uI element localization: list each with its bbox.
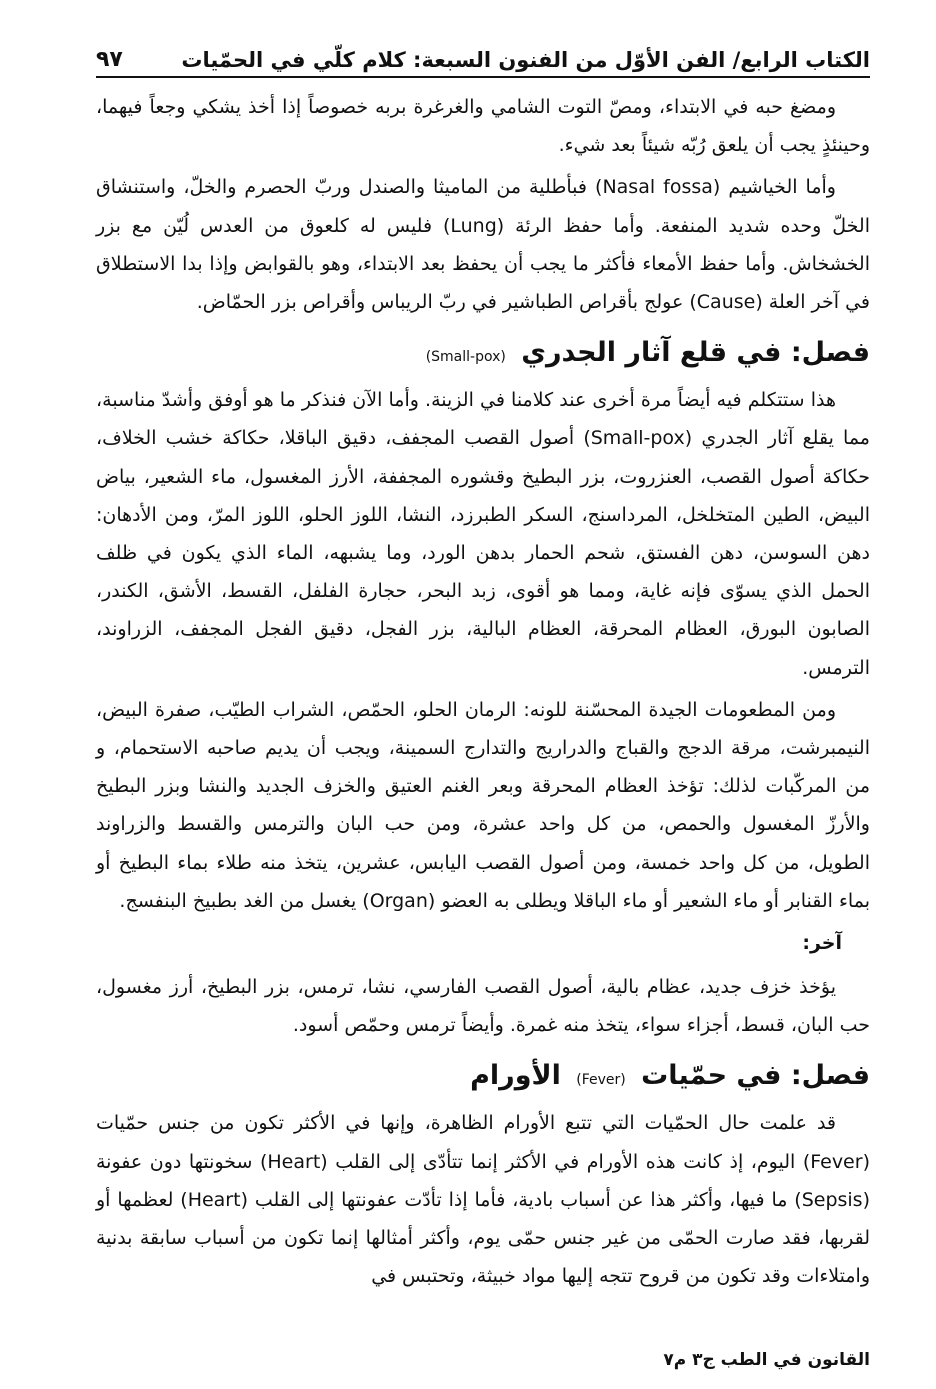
page-footer: القانون في الطب ج٣ م٧ [663,1350,870,1370]
running-header [96,30,870,72]
section-heading-latin: (Fever) [576,1072,626,1089]
section-heading-fever [96,1052,870,1104]
subheading-other: آخر: [802,932,842,955]
header-title: الكتاب الرابع/ الفن الأوّل من الفنون السبعة: كلام كلّي في الحمّيات [181,48,870,72]
header-rule [96,76,870,78]
paragraph: قد علمت حال الحمّيات التي تتبع الأورام الظاهرة، وإنها في الأكثر تكون من جنس حمّيات (Fever) اليوم، إذ كانت هذه الأورام في الأكثر إنما تتأدّى إلى القلب (Heart) سخونتها دون عفونة (Sepsis) ما فيها، وأكثر هذا عن أسباب بادية، فأما إذا تأدّت عفونتها إلى القلب (Heart) لعظمها أو لقربها، فقد صارت الحمّى من غير جنس حمّى يوم، وأكثر أمثالها إنما تكون من أسباب سابقة بدنية وامتلاءات وقد تكون من قروح تتجه إليها مواد خبيثة، وتحتبس في [96,1112,870,1288]
paragraph: ومضغ حبه في الابتداء، ومصّ التوت الشامي والغرغرة بربه خصوصاً إذا أخذ يشكي وجعاً فيهما، وحينئذٍ يجب أن يلعق رُبّه شيئاً بعد شيء. [96,96,870,157]
section-heading-text: فصل: في حمّيات [641,1060,870,1092]
section-heading-text-end: الأورام [470,1060,561,1092]
section-heading-smallpox [96,329,870,381]
paragraph: ومن المطعومات الجيدة المحسّنة للونه: الرمان الحلو، الحمّص، الشراب الطيّب، صفرة البيض، النيمبرشت، مرقة الدجج والقباج والدراريج والتدارج السمينة، ويجب أن يديم صاحبه الاستحمام، و من المركّبات لذلك: تؤخذ العظام المحرقة وبعر الغنم العتيق والخزف الجديد والنشا وبزر البطيخ والأرزّ المغسول والحمص، من كل واحد عشرة، ومن حب البان والترمس والقسط والزراوند الطويل، من كل واحد خمسة، ومن أصول القصب اليابس، عشرين، يتخذ منه طلاء بماء البطيخ أو بماء القنابر أو ماء الشعير أو ماء الباقلا ويطلى به العضو (Organ) يغسل من الغد بطبيخ البنفسج. [96,698,870,912]
paragraph: يؤخذ خزف جديد، عظام بالية، أصول القصب الفارسي، نشا، ترمس، بزر البطيخ، أرز مغسول، حب البان، قسط، أجزاء سواء، يتخذ منه غمرة. وأيضاً ترمس وحمّص أسود. [96,976,870,1037]
page-body [96,88,870,1299]
page-number: ٩٧ [96,47,123,72]
paragraph: هذا ستتكلم فيه أيضاً مرة أخرى عند كلامنا في الزينة. وأما الآن فنذكر ما هو أوفق وأشدّ مناسبة، مما يقلع آثار الجدري (Small-pox) أصول القصب المجفف، دقيق الباقلا، حكاكة خشب الخلاف، حكاكة أصول القصب، العنزروت، بزر البطيخ وقشوره المجففة، الأرز المغسول، ماء الشعير، بياض البيض، الطين المتخلخل، المرداسنج، السكر الطبرزد، النشا، اللوز الحلو، اللوز المرّ، ومن الأدهان: دهن السوسن، دهن الفستق، شحم الحمار بدهن الورد، وما يشبهه، الماء الذي يكون في ظلف الحمل الذي يسوّى فإنه غاية، ومما هو أقوى، زبد البحر، حجارة الفلفل، القسط، الأشق، الكندر، الصابون البورق، العظام المحرقة، العظام البالية، بزر الفجل، دقيق الفجل المجفف، الزراوند، الترمس. [96,389,870,679]
paragraph: وأما الخياشيم (Nasal fossa) فبأطلية من الماميثا والصندل وربّ الحصرم والخلّ، واستنشاق الخلّ وحده شديد المنفعة. وأما حفظ الرئة (Lung) فليس له كلعوق من العدس لُيّن مع بزر الخشخاش. وأما حفظ الأمعاء فأكثر ما يجب أن يحفظ بعد الابتداء، وهو بالقوابض وإذا بدا الاستطلاق في آخر العلة (Cause) عولج بأقراص الطباشير في ربّ الريباس وأقراص بزر الحمّاض. [96,176,870,314]
section-heading-text: فصل: في قلع آثار الجدري [521,337,870,369]
book-page [96,0,870,1389]
section-heading-latin: (Small-pox) [425,349,506,366]
